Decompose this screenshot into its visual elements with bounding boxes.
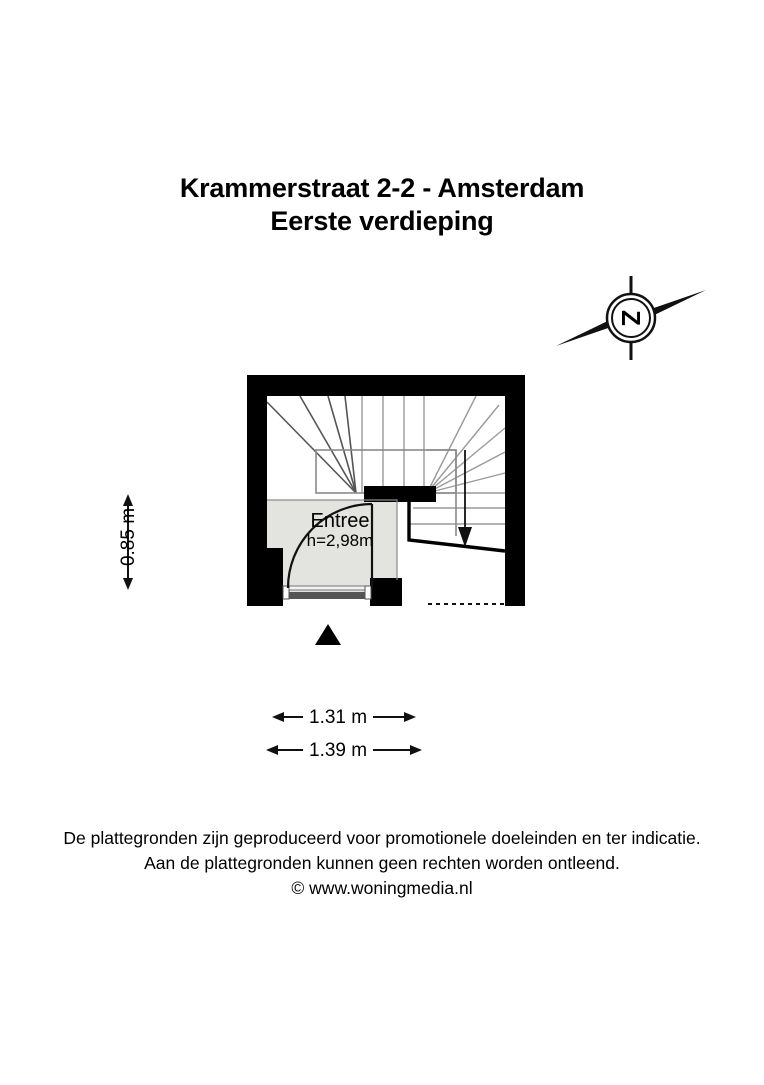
dimension-horizontal-outer-label: 1.39 m <box>303 740 373 762</box>
wall-entree-block <box>370 578 402 606</box>
wall-top <box>247 375 525 396</box>
compass-letter: Z <box>616 310 646 326</box>
title-address: Krammerstraat 2-2 - Amsterdam <box>179 173 585 203</box>
wall-left-upper <box>247 375 267 555</box>
wall-bottom-left <box>247 592 283 606</box>
entrance-door-threshold <box>283 586 371 599</box>
dimension-vertical-label: 0.85 m <box>118 507 139 567</box>
wall-right <box>505 375 525 606</box>
footer-disclaimer <box>0 826 764 901</box>
dimension-horizontal-inner-label: 1.31 m <box>303 707 373 729</box>
title-floor: Eerste verdieping <box>270 206 494 236</box>
footer-line-2: Aan de plattegronden kunnen geen rechten worden ontleend. <box>144 853 620 873</box>
room-height-entree: h=2,98m <box>306 531 374 550</box>
dimension-vertical-label-wrap <box>112 492 146 592</box>
entrance-marker-triangle <box>315 624 341 645</box>
footer-copyright: © www.woningmedia.nl <box>291 878 473 898</box>
footer-line-1: De plattegronden zijn geproduceerd voor promotionele doeleinden en ter indicatie. <box>63 828 701 848</box>
room-label-entree: Entree <box>310 510 370 532</box>
